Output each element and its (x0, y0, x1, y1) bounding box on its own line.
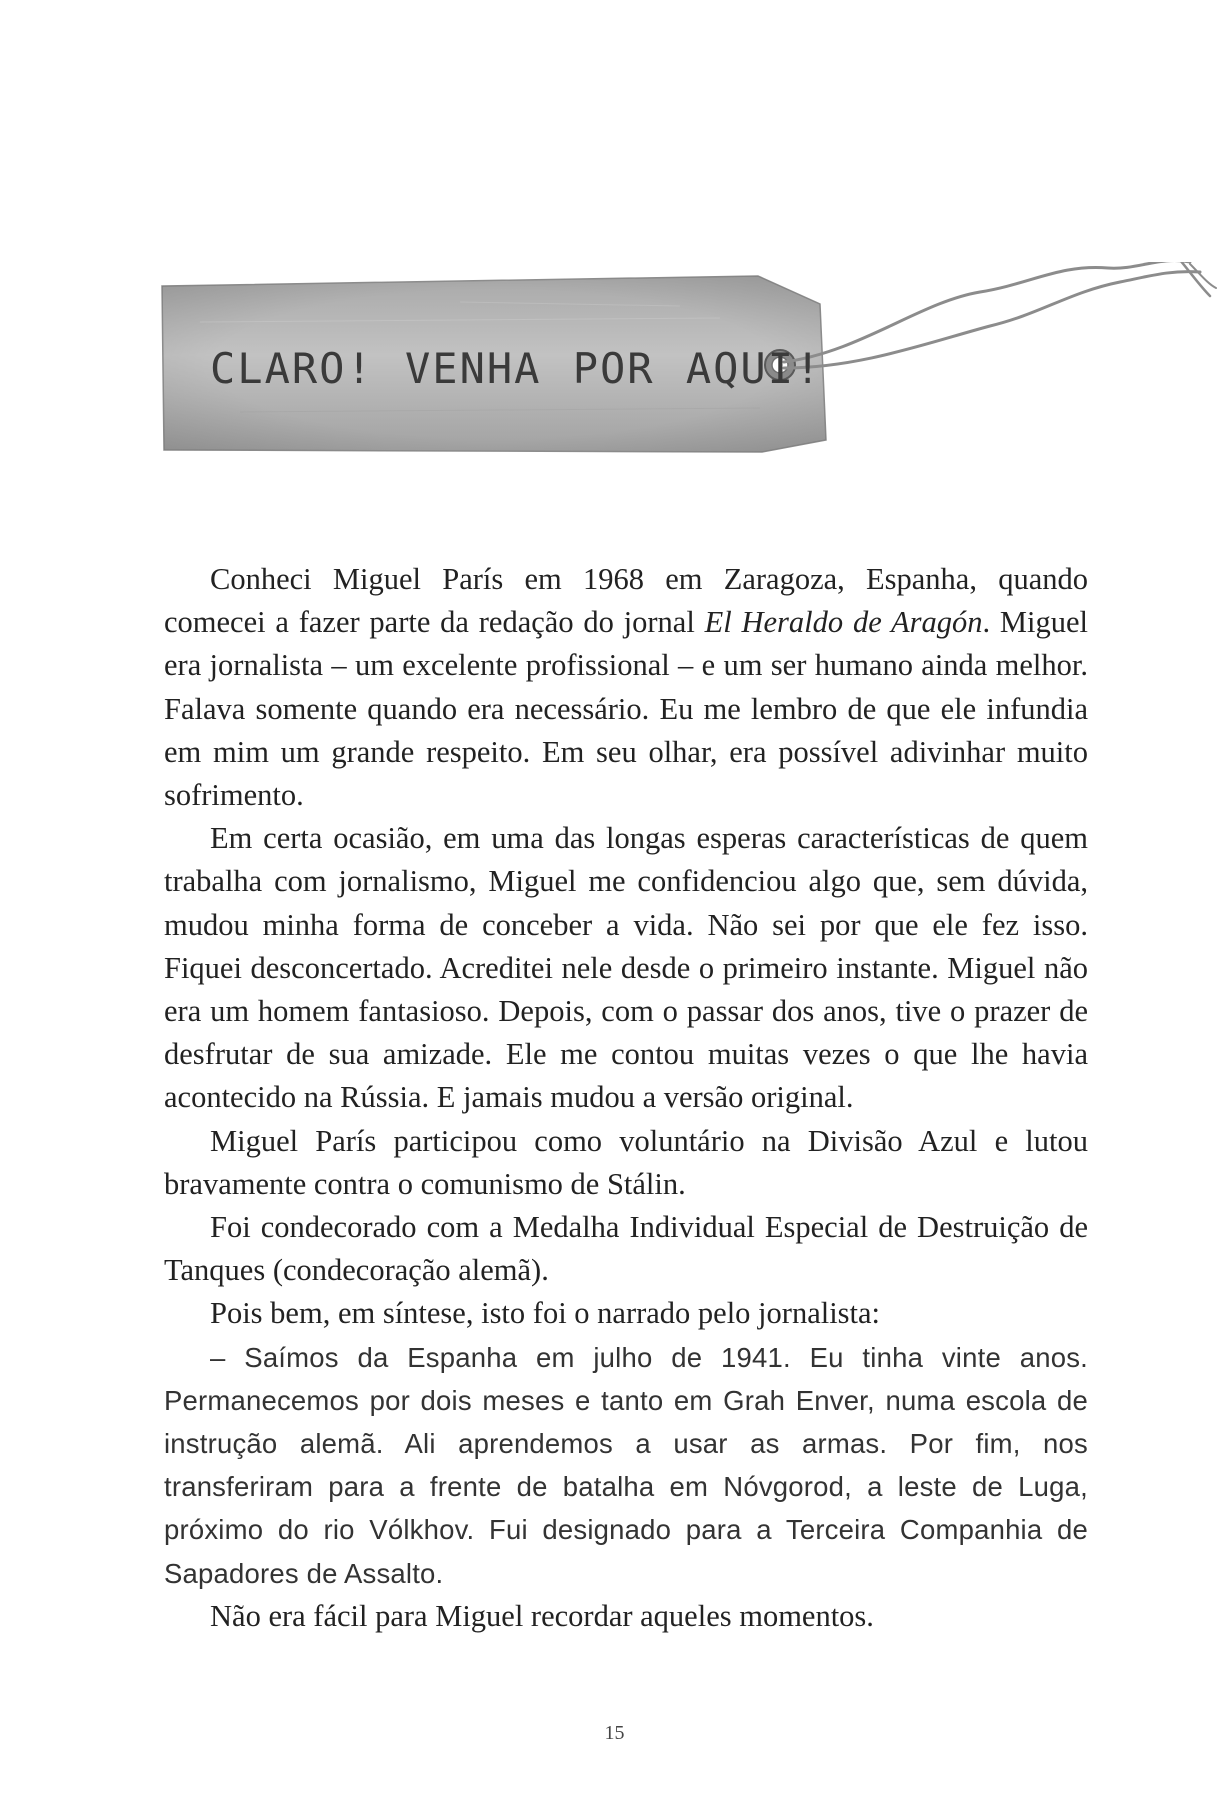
paragraph-2: Em certa ocasião, em uma das longas esperas características de quem trabalha com jornalismo, Miguel me confidenciou algo que, sem dúvida, mudou minha forma de conceber a vida. Não sei por que ele fez isso. Fiquei desconcertado. Acreditei nele desde o primeiro instante. Miguel não era um homem fantasioso. Depois, com o passar dos anos, tive o prazer de desfrutar de sua amizade. Ele me contou muitas vezes o que lhe havia acontecido na Rússia. E jamais mudou a versão original. (164, 821, 1088, 1115)
paragraph-1 (164, 558, 1088, 817)
newspaper-title: El Heraldo de Aragón (704, 605, 983, 640)
chapter-title: CLARO! VENHA POR AQUI! (210, 344, 823, 393)
paragraph-3: Miguel París participou como voluntário na Divisão Azul e lutou bravamente contra o comunismo de Stálin. (164, 1123, 1088, 1201)
paragraph-7: Não era fácil para Miguel recordar aqueles momentos. (210, 1598, 874, 1633)
tag-string (784, 262, 1216, 368)
paragraph-1-text-a: Conheci Miguel París em 1968 em Zaragoza, Espanha, quando comecei a fazer parte da redação do jornal (164, 562, 1088, 640)
paragraph-6-quote: – Saímos da Espanha em julho de 1941. Eu tinha vinte anos. Permanecemos por dois meses e tanto em Grah Enver, numa escola de instrução alemã. Ali aprendemos a usar as armas. Por fim, nos transferiram para a frente de batalha em Nóvgorod, a leste de Luga, próximo do rio Vólkhov. Fui designado para a Terceira Companhia de Sapadores de Assalto. (164, 1341, 1088, 1589)
chapter-body-text (164, 558, 1088, 1638)
paragraph-5: Pois bem, em síntese, isto foi o narrado pelo jornalista: (210, 1296, 881, 1331)
paragraph-4: Foi condecorado com a Medalha Individual Especial de Destruição de Tanques (condecoração alemã). (164, 1210, 1088, 1288)
chapter-heading-tag (160, 262, 1220, 462)
page-number: 15 (604, 1722, 625, 1744)
paragraph-1-text-b: . Miguel era jornalista – um excelente profissional – e um ser humano ainda melhor. Falava somente quando era necessário. Eu me lembro de que ele infundia em mim um grande respeito. Em seu olhar, era possível adivinhar muito sofrimento. (164, 605, 1088, 813)
